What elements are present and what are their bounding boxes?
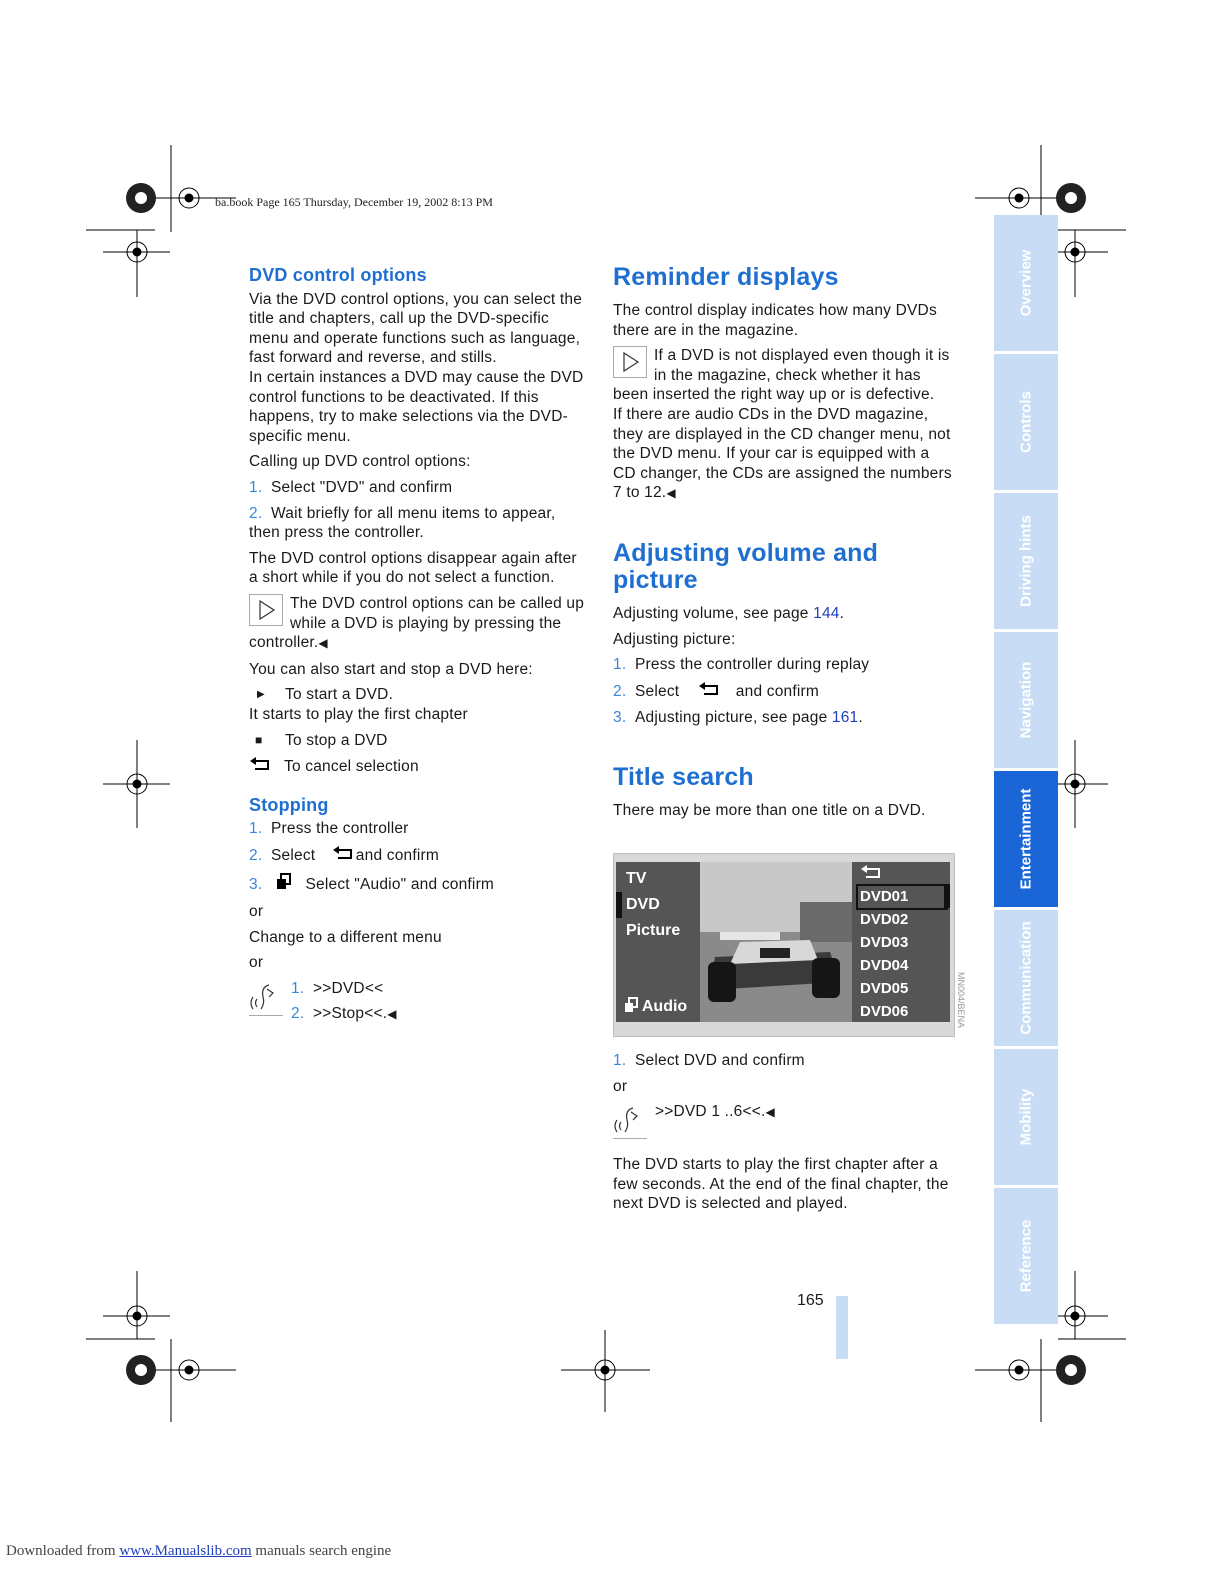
tab-controls[interactable]: Controls: [994, 354, 1058, 490]
tab-overview[interactable]: Overview: [994, 215, 1058, 351]
note: If a DVD is not displayed even though it is in the magazine, check whether it has been inserted the right way up or is defective.: [613, 347, 950, 404]
display-menu: [616, 862, 700, 1022]
return-arrow-icon: [249, 756, 284, 778]
race-car-illustration: [700, 862, 852, 1022]
right-column: [613, 264, 953, 827]
book-header: ba.book Page 165 Thursday, December 19, 2002 8:13 PM: [215, 195, 493, 209]
paragraph: If there are audio CDs in the DVD magazine, they are displayed in the CD changer menu, not the DVD menu. If your car is equipped with a CD changer, the CDs are assigned the numbers 7 to 12.◀: [613, 405, 952, 502]
paragraph: Via the DVD control options, you can select the title and chapters, call up the DVD-specific menu and operate functions such as language, fast forward and reverse, and stills.: [249, 290, 583, 367]
list-item: To cancel selection: [249, 756, 585, 778]
list-item: 3. Adjusting picture, see page 161.: [613, 709, 863, 727]
voice-command-icon: [613, 1102, 647, 1139]
scrollbar[interactable]: [944, 884, 950, 908]
section-title-adjusting: Adjusting volume and picture: [613, 538, 879, 594]
right-column-continued: [613, 1051, 953, 1220]
manualslib-link[interactable]: www.Manualslib.com: [119, 1543, 252, 1559]
return-arrow-icon: [684, 681, 736, 703]
voice-command-note: >>DVD 1 ..6<<.◀: [613, 1102, 953, 1139]
paragraph: You can also start and stop a DVD here:: [249, 660, 533, 678]
paragraph: or: [249, 903, 264, 921]
play-icon: ▶: [257, 689, 265, 701]
list-item: 1. Select DVD and confirm: [613, 1052, 805, 1069]
end-mark-icon: ◀: [765, 1105, 775, 1120]
race-car-image: [700, 862, 852, 1022]
list-item: ■ To stop a DVD: [249, 731, 585, 751]
audio-icon: [276, 873, 306, 897]
end-mark-icon: ◀: [318, 636, 328, 651]
note-play-icon: [613, 346, 647, 378]
dvd-item[interactable]: DVD05: [860, 980, 909, 997]
list-item: 2. Wait briefly for all menu items to appear, then press the controller.: [249, 504, 556, 542]
left-column: [249, 266, 585, 1030]
paragraph: The DVD control options disappear again after a short while if you do not select a function.: [249, 549, 577, 587]
menu-item-dvd: DVD: [626, 896, 660, 913]
dvd-item[interactable]: DVD04: [860, 957, 909, 974]
end-mark-icon: ◀: [666, 486, 676, 501]
download-footer: Downloaded from www.Manualslib.com manuals search engine: [6, 1543, 392, 1559]
selection-marker: [616, 892, 622, 918]
return-arrow-icon: [320, 845, 356, 867]
list-item: 1. Press the controller: [249, 820, 409, 838]
tab-reference[interactable]: Reference: [994, 1188, 1058, 1324]
stop-icon: ■: [255, 732, 263, 747]
page-link[interactable]: 144: [813, 604, 840, 622]
paragraph: In certain instances a DVD may cause the DVD control functions to be deactivated. If this happens, try to make selections via the DVD-specific menu.: [249, 368, 584, 445]
list-item: 3. Select "Audio" and confirm: [249, 873, 585, 897]
note: The DVD control options can be called up while a DVD is playing by pressing the controller.◀: [249, 594, 585, 652]
paragraph: It starts to play the first chapter: [249, 705, 468, 723]
section-title-title-search: Title search: [613, 762, 754, 791]
paragraph: Adjusting volume, see page 144.: [613, 604, 845, 622]
paragraph: Calling up DVD control options:: [249, 453, 471, 471]
audio-icon: [624, 998, 642, 1015]
list-item: 2. Select and confirm: [249, 845, 585, 867]
dvd-list: [852, 862, 950, 1022]
section-title-dvd-control: DVD control options: [249, 265, 427, 285]
dvd-item[interactable]: DVD03: [860, 934, 909, 951]
voice-command-note: 1. >>DVD<< 2. >>Stop<<.◀: [249, 979, 585, 1024]
paragraph: There may be more than one title on a DVD.: [613, 801, 926, 819]
list-item: 1. Press the controller during replay: [613, 656, 870, 674]
paragraph: The control display indicates how many DVDs there are in the magazine.: [613, 302, 937, 339]
return-arrow-icon: [860, 864, 882, 885]
page-number-bar: [836, 1296, 848, 1359]
paragraph: Adjusting picture:: [613, 630, 736, 648]
menu-item-tv: TV: [626, 870, 647, 887]
paragraph: or: [613, 1077, 628, 1095]
menu-item-picture: Picture: [626, 922, 681, 939]
end-mark-icon: ◀: [387, 1006, 397, 1021]
image-code: MN004/BENA: [956, 972, 966, 1029]
tab-navigation[interactable]: Navigation: [994, 632, 1058, 768]
section-title-reminder: Reminder displays: [613, 263, 839, 291]
paragraph: Change to a different menu: [249, 928, 442, 946]
page-link[interactable]: 161: [831, 709, 859, 727]
section-title-stopping: Stopping: [249, 794, 329, 815]
menu-item-audio: Audio: [624, 997, 687, 1016]
tab-driving-hints[interactable]: Driving hints: [994, 493, 1058, 629]
chapter-tabs: [994, 215, 1058, 1327]
list-item: 1. Select "DVD" and confirm: [249, 478, 453, 496]
page-number: 165: [797, 1292, 824, 1309]
control-display-screenshot: [613, 853, 955, 1037]
list-item: ▶ To start a DVD.: [249, 685, 585, 705]
tab-mobility[interactable]: Mobility: [994, 1049, 1058, 1185]
voice-command-icon: [249, 979, 283, 1016]
paragraph: or: [249, 954, 264, 972]
list-item: 2. Select and confirm: [613, 681, 953, 703]
dvd-item[interactable]: DVD01: [860, 888, 909, 905]
note-play-icon: [249, 594, 283, 626]
paragraph: The DVD starts to play the first chapter after a few seconds. At the end of the final chapter, the next DVD is selected and played.: [613, 1156, 949, 1213]
dvd-item[interactable]: DVD06: [860, 1003, 909, 1020]
tab-communication[interactable]: Communication: [994, 910, 1058, 1046]
tab-entertainment[interactable]: Entertainment: [994, 771, 1058, 907]
dvd-item[interactable]: DVD02: [860, 911, 909, 928]
